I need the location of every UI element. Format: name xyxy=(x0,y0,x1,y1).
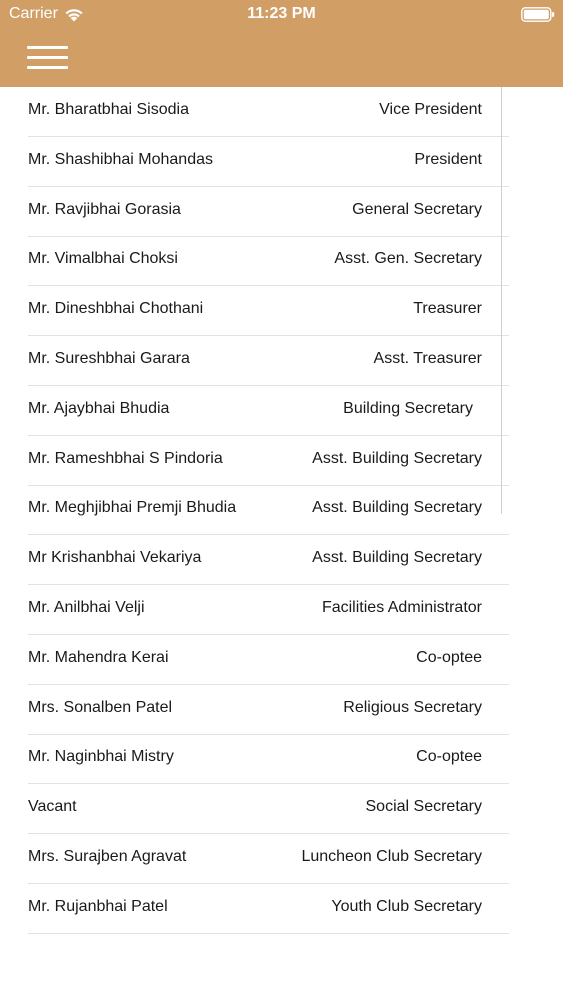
member-name: Mr. Meghjibhai Premji Bhudia xyxy=(28,499,237,517)
member-name: Mrs. Surajben Agravat xyxy=(28,848,187,865)
member-name: Mr. Rameshbhai S Pindoria xyxy=(28,449,223,467)
list-item[interactable] xyxy=(0,535,563,585)
list-item[interactable] xyxy=(0,734,563,784)
member-name: Mr. Mahendra Kerai xyxy=(28,648,169,666)
member-role: Asst. Treasurer xyxy=(373,350,482,367)
menu-button[interactable] xyxy=(22,40,74,74)
member-role: Asst. Building Secretary xyxy=(312,499,482,517)
member-role: Youth Club Secretary xyxy=(331,897,482,915)
list-item[interactable] xyxy=(0,585,563,635)
member-role: Religious Secretary xyxy=(343,698,482,716)
list-item[interactable] xyxy=(0,137,563,187)
member-role: Vice President xyxy=(379,101,482,118)
member-name: Mr. Vimalbhai Choksi xyxy=(28,250,178,268)
member-role: Social Secretary xyxy=(365,798,482,816)
member-name: Mr. Dineshbhai Chothani xyxy=(28,300,204,318)
member-role: President xyxy=(414,150,482,168)
list-item[interactable] xyxy=(0,784,563,834)
list-item[interactable] xyxy=(0,884,563,934)
list-item[interactable] xyxy=(0,286,563,336)
list-item[interactable] xyxy=(0,386,563,436)
member-role: Treasurer xyxy=(413,300,482,318)
member-name: Mr. Anilbhai Velji xyxy=(28,599,145,616)
nav-header xyxy=(0,0,563,87)
member-role: Co-optee xyxy=(416,648,482,666)
status-bar xyxy=(0,0,563,30)
list-item[interactable] xyxy=(0,485,563,535)
list-item[interactable] xyxy=(0,336,563,386)
row-separator xyxy=(28,933,509,934)
member-role: Asst. Building Secretary xyxy=(312,549,482,567)
member-name: Mr. Sureshbhai Garara xyxy=(28,350,190,367)
carrier-label: Carrier xyxy=(9,5,58,22)
battery-icon xyxy=(521,7,555,22)
list-item[interactable] xyxy=(0,187,563,237)
member-role: General Secretary xyxy=(352,200,482,218)
member-name: Mr. Rujanbhai Patel xyxy=(28,897,168,915)
member-role: Asst. Building Secretary xyxy=(312,449,482,467)
member-role: Luncheon Club Secretary xyxy=(301,848,482,865)
member-role: Facilities Administrator xyxy=(321,599,482,616)
committee-list[interactable] xyxy=(0,87,563,915)
scroll-divider xyxy=(501,87,502,514)
list-item[interactable] xyxy=(0,87,563,137)
list-item[interactable] xyxy=(0,236,563,286)
member-name: Mr. Bharatbhai Sisodia xyxy=(28,101,189,118)
member-name: Mr. Ajaybhai Bhudia xyxy=(28,399,170,417)
member-name: Mr. Naginbhai Mistry xyxy=(28,748,174,766)
member-role: Building Secretary xyxy=(343,399,473,417)
list-item[interactable] xyxy=(0,436,563,486)
status-time: 11:23 PM xyxy=(247,5,316,22)
member-role: Co-optee xyxy=(416,748,482,766)
hamburger-menu-icon xyxy=(22,40,74,74)
member-name: Mr. Ravjibhai Gorasia xyxy=(28,200,181,218)
list-item[interactable] xyxy=(0,834,563,884)
list-item[interactable] xyxy=(0,685,563,735)
member-name: Mrs. Sonalben Patel xyxy=(28,698,173,716)
member-name: Mr Krishanbhai Vekariya xyxy=(28,549,202,567)
member-name: Mr. Shashibhai Mohandas xyxy=(28,150,213,168)
member-role: Asst. Gen. Secretary xyxy=(334,250,482,268)
list-item[interactable] xyxy=(0,635,563,685)
member-name: Vacant xyxy=(28,798,77,816)
